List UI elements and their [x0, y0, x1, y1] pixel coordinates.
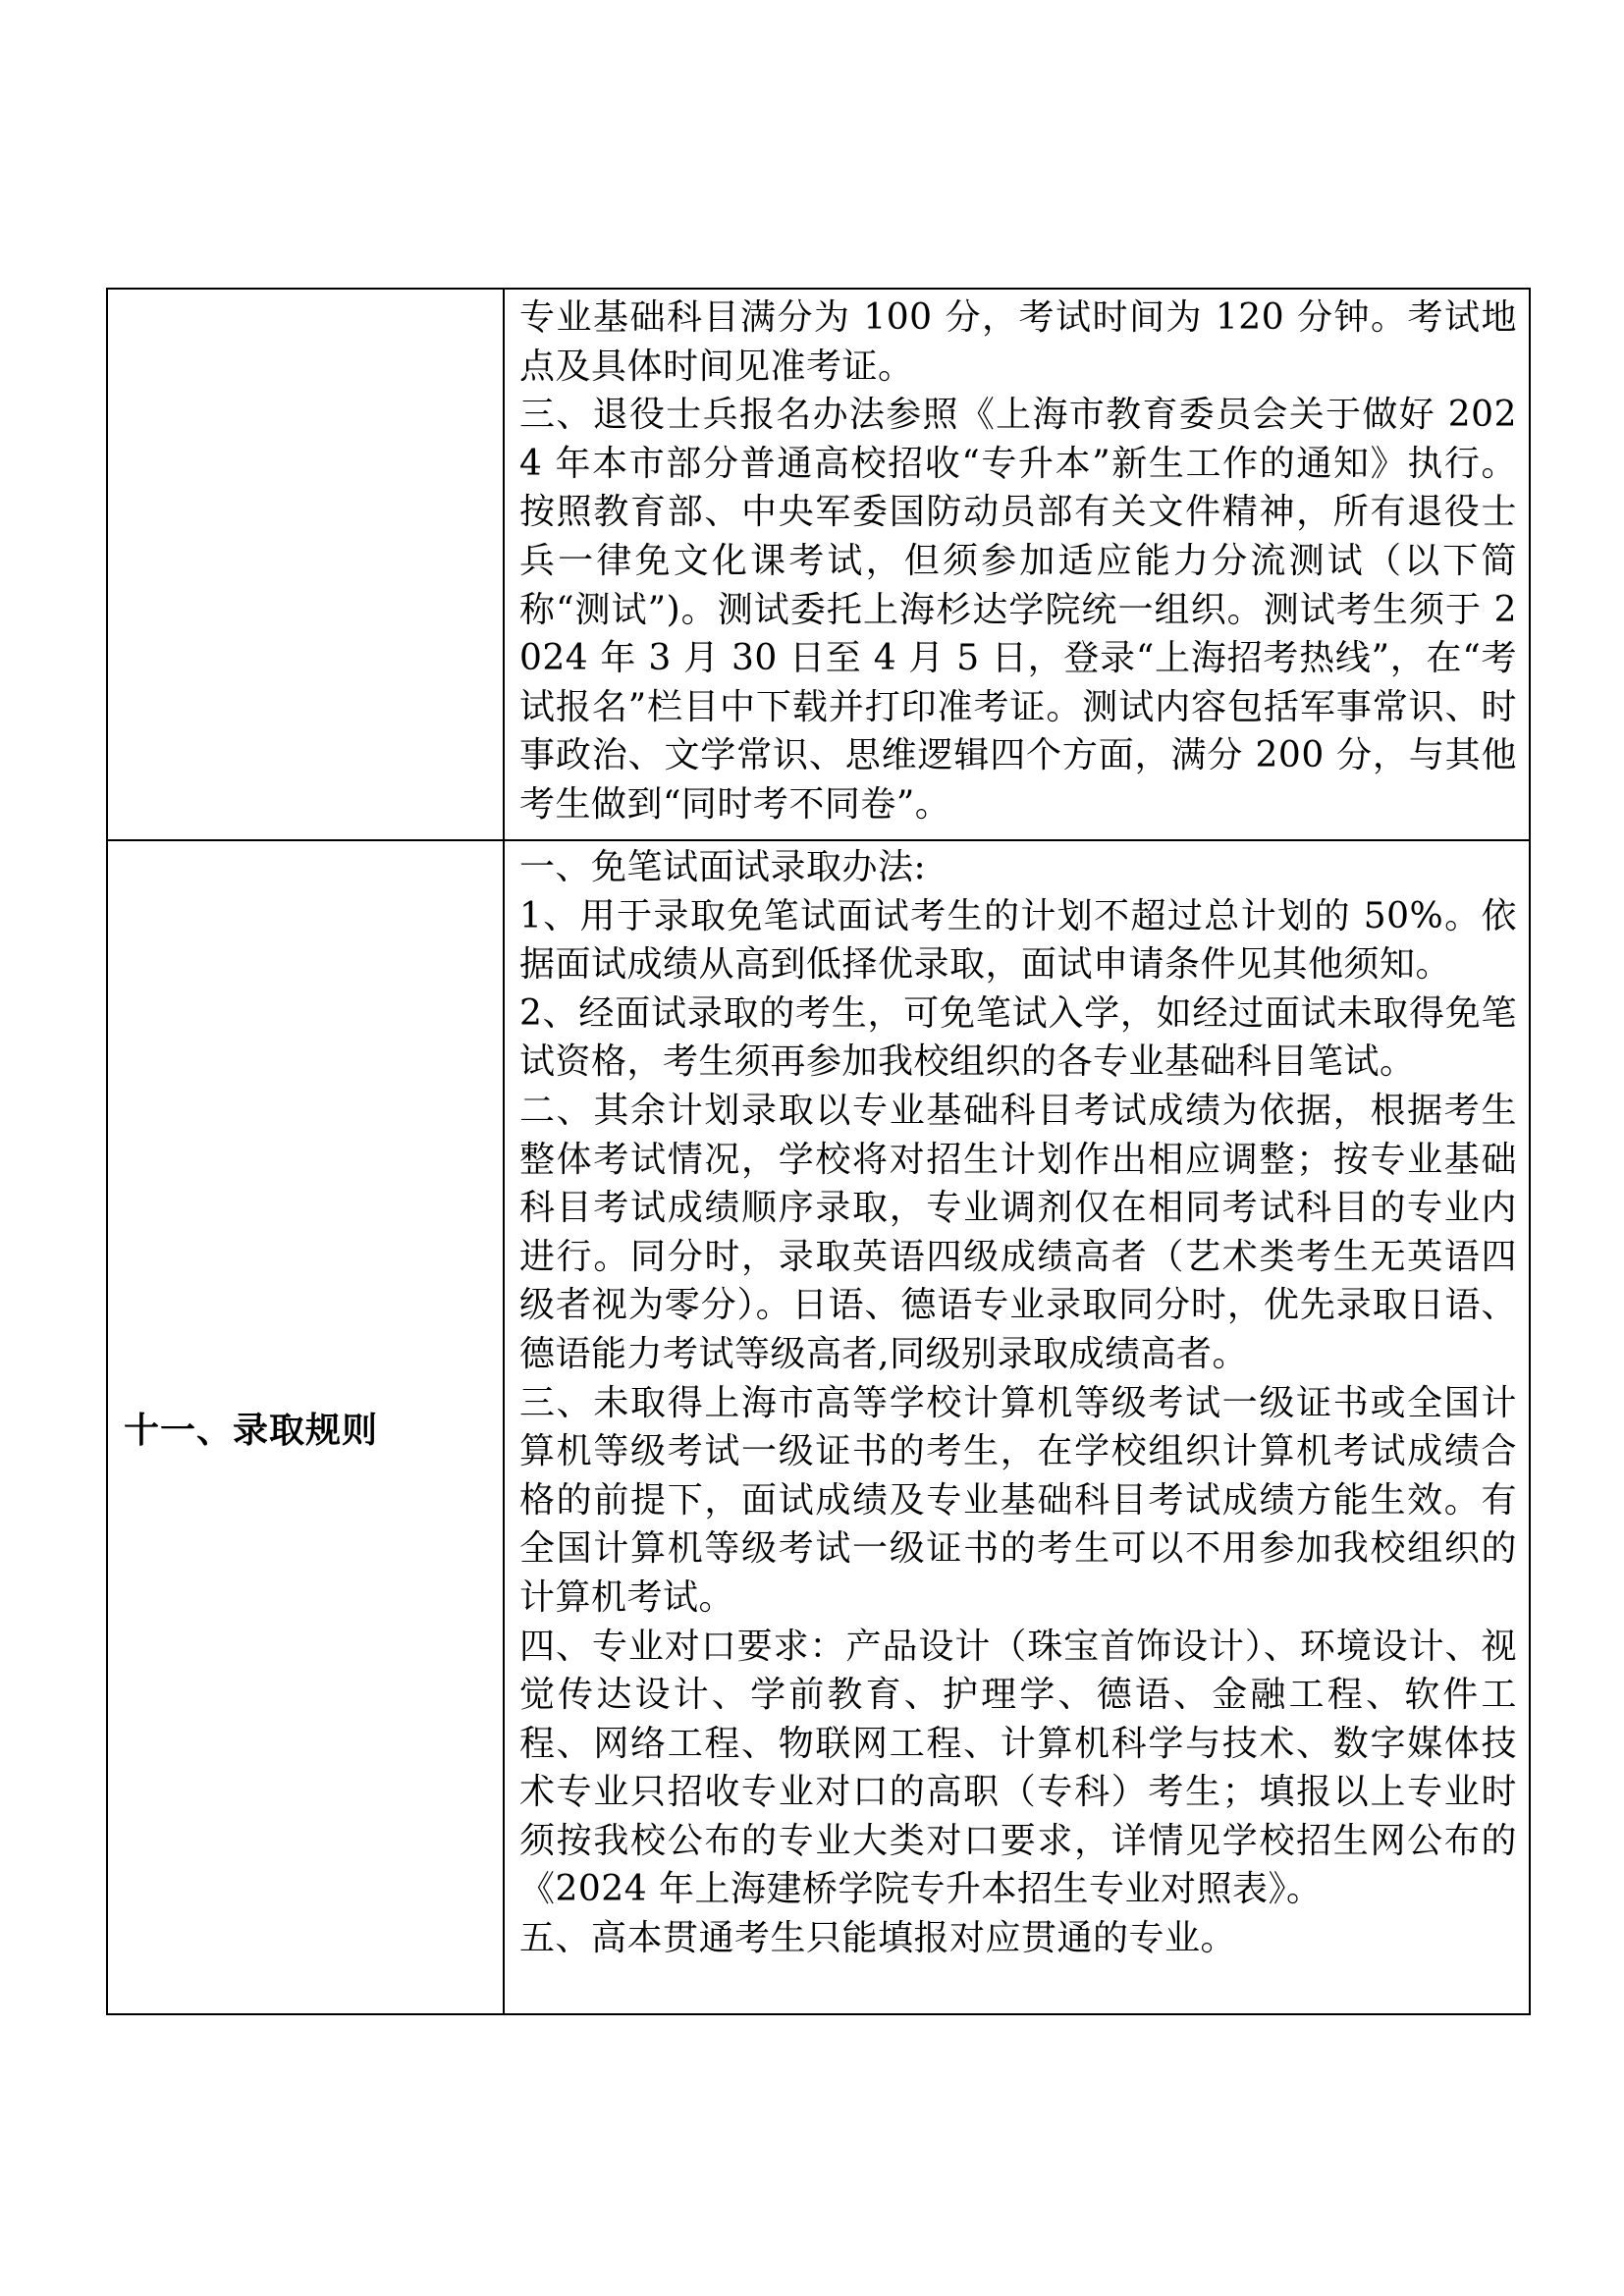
row-label: 十一、录取规则	[124, 1410, 379, 1451]
row-label-cell	[107, 289, 504, 840]
admission-rules-table	[106, 288, 1531, 2015]
paragraph: 四、专业对口要求：产品设计（珠宝首饰设计）、环境设计、视觉传达设计、学前教育、护理学、德语、金融工程、软件工程、网络工程、物联网工程、计算机科学与技术、数字媒体技术专业只招收专业对口的高职（专科）考生；填报以上专业时须按我校公布的专业大类对口要求，详情见学校招生网公布的《2024 年上海建桥学院专升本招生专业对照表》。	[519, 1626, 1517, 1910]
paragraph: 三、未取得上海市高等学校计算机等级考试一级证书或全国计算机等级考试一级证书的考生，在学校组织计算机考试成绩合格的前提下，面试成绩及专业基础科目考试成绩方能生效。有全国计算机等级考试一级证书的考生可以不用参加我校组织的计算机考试。	[519, 1382, 1517, 1618]
row-label	[108, 545, 124, 585]
paragraph: 2、经面试录取的考生，可免笔试入学，如经过面试未取得免笔试资格，考生须再参加我校组织的各专业基础科目笔试。	[519, 992, 1517, 1083]
paragraph: 一、免笔试面试录取办法:	[519, 847, 927, 887]
row-label-cell	[107, 840, 504, 2014]
table-row	[107, 289, 1530, 840]
row-content-cell	[504, 840, 1530, 2014]
paragraph: 二、其余计划录取以专业基础科目考试成绩为依据，根据考生整体考试情况，学校将对招生计划作出相应调整；按专业基础科目考试成绩顺序录取，专业调剂仅在相同考试科目的专业内进行。同分时，录取英语四级成绩高者（艺术类考生无英语四级者视为零分）。日语、德语专业录取同分时，优先录取日语、德语能力考试等级高者,同级别录取成绩高者。	[519, 1090, 1517, 1374]
paragraph: 五、高本贯通考生只能填报对应贯通的专业。	[519, 1918, 1237, 1959]
paragraph: 1、用于录取免笔试面试考生的计划不超过总计划的 50%。依据面试成绩从高到低择优录取，面试申请条件见其他须知。	[519, 895, 1517, 986]
table-row	[107, 840, 1530, 2014]
row-content-cell	[504, 289, 1530, 840]
paragraph: 三、退役士兵报名办法参照《上海市教育委员会关于做好 2024 年本市部分普通高校招收“专升本”新生工作的通知》执行。按照教育部、中央军委国防动员部有关文件精神，所有退役士兵一律免文化课考试，但须参加适应能力分流测试（以下简称“测试”)。测试委托上海杉达学院统一组织。测试考生须于 2024 年 3 月 30 日至 4 月 5 日，登录“上海招考热线”，在“考试报名”栏目中下载并打印准考证。测试内容包括军事常识、时事政治、文学常识、思维逻辑四个方面，满分 200 分，与其他考生做到“同时考不同卷”。	[519, 395, 1517, 825]
paragraph: 专业基础科目满分为 100 分，考试时间为 120 分钟。考试地点及具体时间见准考证。	[519, 297, 1517, 387]
